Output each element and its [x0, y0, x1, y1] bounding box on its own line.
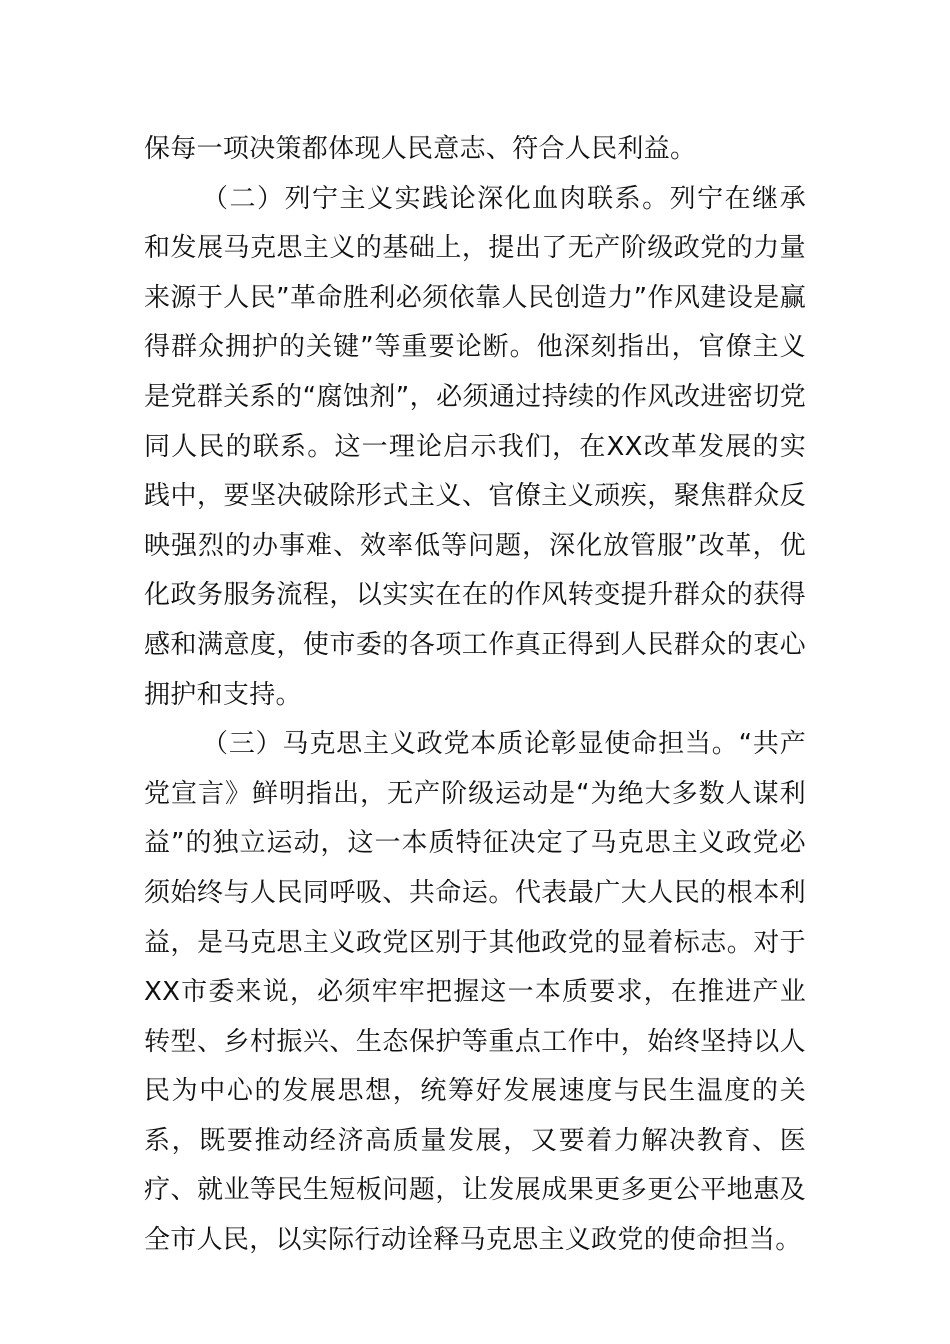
paragraph-section-three: （三）马克思主义政党本质论彰显使命担当。“共产党宣言》鲜明指出，无产阶级运动是“为绝大多数人谋利益”的独立运动，这一本质特征决定了马克思主义政党必须始终与人民同呼吸、共命运。代表最广大人民的根本利益，是马克思主义政党区别于其他政党的显着标志。对于XX市委来说，必须牢牢把握这一本质要求，在推进产业转型、乡村振兴、生态保护等重点工作中，始终坚持以人民为中心的发展思想，统筹好发展速度与民生温度的关系，既要推动经济高质量发展，又要着力解决教育、医疗、就业等民生短板问题，让发展成果更多更公平地惠及全市人民，以实际行动诠释马克思主义政党的使命担当。 [144, 729, 806, 1256]
paragraph-continuation: 保每一项决策都体现人民意志、符合人民利益。 [144, 134, 697, 164]
paragraph-section-two: （二）列宁主义实践论深化血肉联系。列宁在继承和发展马克思主义的基础上，提出了无产阶级政党的力量来源于人民”革命胜利必须依靠人民创造力”作风建设是赢得群众拥护的关键”等重要论断。他深刻指出，官僚主义是党群关系的“腐蚀剂”，必须通过持续的作风改进密切党同人民的联系。这一理论启示我们，在XX改革发展的实践中，要坚决破除形式主义、官僚主义顽疾，聚焦群众反映强烈的办事难、效率低等问题，深化放管服”改革，优化政务服务流程，以实实在在的作风转变提升群众的获得感和满意度，使市委的各项工作真正得到人民群众的衷心拥护和支持。 [144, 183, 806, 710]
document-body [144, 125, 806, 1266]
